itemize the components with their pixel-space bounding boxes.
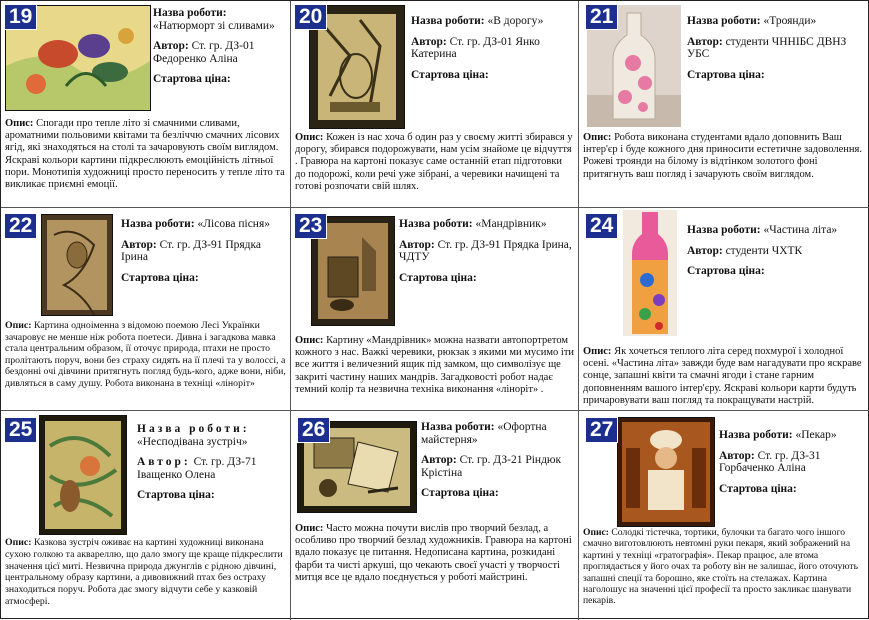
work-description (583, 346, 865, 407)
title-label: Назва роботи: (719, 429, 793, 441)
lot-number: 27 (585, 417, 618, 443)
work-description (5, 537, 287, 608)
desc-label: Опис: (295, 523, 324, 534)
lot-27 (579, 411, 869, 620)
price-label: Стартова ціна: (153, 73, 231, 85)
desc-text: Робота виконана студентами вдало доповнить Ваш інтер'єр і буде кожного дня приносити естетичне задоволення. Рожеві троянди на білому із відтінком золотого фоні притягнуть ваш погляд і зачарують своїм виглядом. (583, 132, 862, 180)
lot-number: 24 (585, 213, 618, 239)
lot-info (687, 224, 867, 286)
author-label: Автор: (719, 449, 755, 462)
desc-label: Опис: (5, 537, 32, 548)
title-label: Назва роботи: (411, 15, 485, 27)
price-label: Стартова ціна: (399, 271, 477, 284)
work-author: студенти ЧННІБС ДВНЗ УБС (687, 35, 847, 60)
work-title: «Офортна майстерня» (421, 421, 547, 446)
work-description (295, 335, 575, 396)
author-label: Автор: (421, 454, 457, 466)
lot-info (153, 7, 287, 94)
author-label: Автор: (153, 40, 189, 52)
work-description (295, 523, 575, 584)
work-title: «Лісова пісня» (197, 218, 270, 230)
lot-19 (1, 1, 291, 208)
price-label: Стартова ціна: (421, 487, 499, 499)
lot-number: 21 (585, 4, 618, 30)
price-label: Стартова ціна: (719, 482, 797, 495)
desc-label: Опис: (5, 320, 32, 331)
lot-info (121, 218, 287, 292)
work-author: Ст. гр. ДЗ-21 Ріндюк Крістіна (421, 454, 562, 479)
desc-text: Кожен із нас хоча б один раз у своєму житті збирався у дорогу, збирався подорожувати, нам усім знайоме це відчуття . Гравюра на картоні показує саме останній етап підготовки до подорожі, коли речі уже зібрані, а черевики начищені та готові розпочати свій шлях. (295, 132, 573, 192)
lot-number: 20 (294, 4, 327, 30)
author-label: Автор: (687, 244, 723, 257)
work-description (295, 132, 575, 193)
artwork-piece-of-summer (623, 210, 677, 336)
desc-text: Як хочеться теплого літа серед похмурої і холодної осені. «Частина літа» завжди буде вам нагадувати про яскраве сонце, запашні квіти та смачні ягоди і стане гарним доповненням вашого інтер'єру. Яскраві кольори карти будуть причаровувати ваш погляд та покращувати настрій. (583, 346, 862, 406)
work-author: Ст. гр. ДЗ-01 Федоренко Аліна (153, 40, 255, 65)
author-label: Автор: (121, 238, 157, 251)
work-author: Ст. гр. ДЗ-91 Прядка Ірина, ЧДТУ (399, 238, 572, 263)
desc-text: Спогади про тепле літо зі смачними сливами, ароматними польовими квітами та безліччю смачних лісових ягід, які знаходяться на столі та зачаровують своїм виглядом. Яскраві кольори картини підкреслюють емоційність літньої пори. Монотипія художниці просто переносить у тепле літо та викликає приємні емоції. (5, 118, 285, 191)
desc-label: Опис: (5, 118, 34, 129)
lot-26 (291, 411, 579, 620)
artwork-forest-song (41, 214, 113, 316)
lot-info (719, 429, 867, 503)
lot-number: 22 (4, 213, 37, 239)
artwork-baker (617, 417, 715, 527)
desc-text: Казкова зустріч оживає на картині художниці виконана сухою голкою та аквареллю, що дало змогу ще краще підкреслити значення цієї миті. Незвична природа джунглів є рідною дівчині, центральному образу картини, а дивовижний птах без остраху знаходиться поруч. Робота дає змогу відчути себе у казковій атмосфері. (5, 537, 283, 607)
desc-label: Опис: (295, 335, 324, 346)
desc-text: Картина одноіменна з відомою поемою Лесі Українки зачаровує не менше ніж робота поетеси. Дивна і загадкова мавка стала центральним образом, її оточує природа, птахи не просто пролітають поруч, вони без страху сидять на її плечі та у волоссі, а бездонні очі дівчини притягнуть погляд будь-кого, адже вони, ніби, дивляться в саму душу. Робота виконана в техніці «ліноріт» (5, 320, 286, 389)
author-label: Автор: (137, 456, 191, 468)
work-title: «Натюрморт зі сливами» (153, 19, 275, 32)
price-label: Стартова ціна: (121, 271, 199, 284)
desc-text: Солодкі тістечка, тортики, булочки та багато чого іншого смачно виготовлюють невтомні руки пекаря, який зображений на картині у техніці «гратографія». Пекар працює, але втома проглядається у його очах та роботу він не залишає, його оточують запашні спеції та борошно, яке стоїть на стелажах. Картина наголошує на значенні цієї професії та просто закликає шанувати пекарів. (583, 527, 858, 607)
work-author: Ст. гр. ДЗ-71 Іващенко Олена (137, 456, 257, 481)
title-label: Назва роботи: (153, 7, 227, 19)
work-title: «Троянди» (763, 15, 817, 27)
lot-info (687, 15, 867, 89)
work-author: Ст. гр. ДЗ-31 Горбаченко Аліна (719, 449, 821, 474)
artwork-unexpected-meeting (39, 415, 127, 535)
price-label: Стартова ціна: (687, 68, 765, 81)
desc-label: Опис: (583, 346, 612, 357)
price-label: Стартова ціна: (137, 489, 215, 501)
work-title: «Мандрівник» (475, 218, 547, 230)
desc-text: Картину «Мандрівник» можна назвати автопортретом кожного з нас. Важкі черевики, рюкзак з якими ми мусимо іти все життя і величезний ящик під замком, що символізує ще закриті частину наших мандрів. Загадковості робот надає темний колір та незвична техніка виконання «ліноріт» . (295, 335, 575, 395)
price-label: Стартова ціна: (411, 68, 489, 81)
lot-25 (1, 411, 291, 620)
work-author: Ст. гр. ДЗ-01 Янко Катерина (411, 35, 540, 60)
work-description (583, 132, 865, 181)
title-label: Назва роботи: (687, 15, 761, 27)
lot-20 (291, 1, 579, 208)
desc-text: Часто можна почути вислів про творчий безлад, а особливо про творчий безлад художників. Гравюра на картоні вдало показує це питання. Недописана картина, розкидані фарби та чисті аркуші, що чекають своєї участі у творчості митця все це вдало поєднується у роботі майстрині. (295, 523, 572, 583)
work-author: Ст. гр. ДЗ-91 Прядка Ірина (121, 238, 262, 263)
work-author: студенти ЧХТК (725, 244, 803, 257)
lot-23 (291, 208, 579, 411)
title-label: Назва роботи: (137, 423, 250, 435)
lot-info (421, 421, 577, 508)
desc-label: Опис: (583, 132, 612, 143)
author-label: Автор: (687, 35, 723, 48)
title-label: Назва роботи: (121, 218, 195, 230)
lot-number: 25 (4, 417, 37, 443)
work-title: «Несподівана зустріч» (137, 435, 248, 448)
price-label: Стартова ціна: (687, 265, 765, 277)
lot-number: 19 (4, 4, 37, 30)
title-label: Назва роботи: (399, 218, 473, 230)
lot-22 (1, 208, 291, 411)
desc-label: Опис: (583, 527, 609, 538)
lot-21 (579, 1, 869, 208)
title-label: Назва роботи: (421, 421, 495, 433)
author-label: Автор: (411, 35, 447, 48)
lot-info (137, 423, 287, 510)
lot-number: 26 (297, 417, 330, 443)
work-title: «Частина літа» (763, 224, 838, 236)
desc-label: Опис: (295, 132, 324, 143)
title-label: Назва роботи: (687, 224, 761, 236)
work-title: «В дорогу» (487, 15, 544, 27)
lot-24 (579, 208, 869, 411)
lot-number: 23 (294, 213, 327, 239)
author-label: Автор: (399, 238, 435, 251)
lot-info (399, 218, 577, 292)
work-description (5, 320, 287, 390)
work-title: «Пекар» (795, 429, 837, 441)
work-description (5, 118, 287, 191)
work-description (583, 527, 865, 607)
lot-info (411, 15, 577, 89)
